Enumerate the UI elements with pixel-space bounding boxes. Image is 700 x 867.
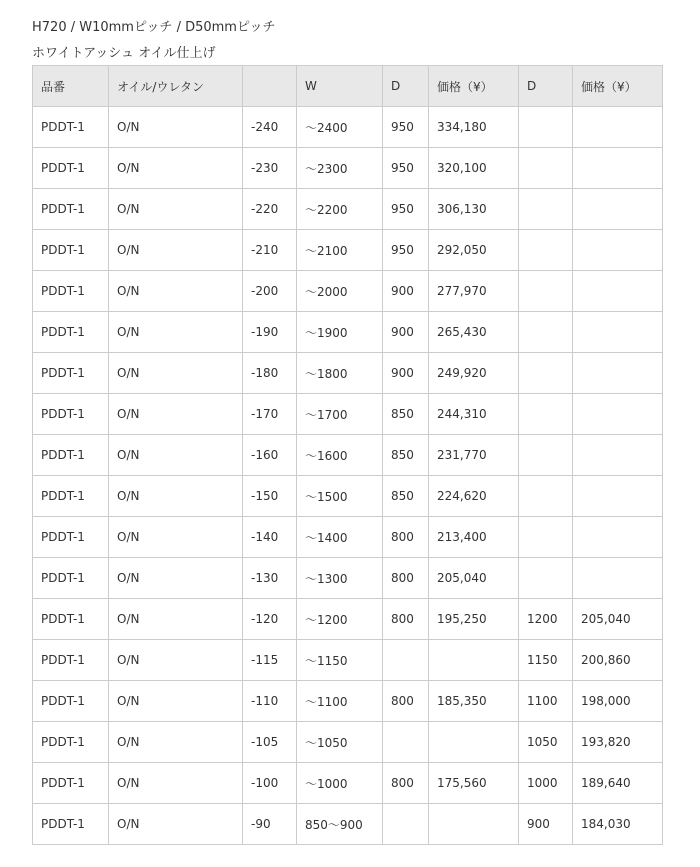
col-size-code-cell: -90: [243, 804, 297, 845]
col-width-header: W: [297, 66, 383, 107]
col-part-number-cell: PDDT-1: [33, 599, 109, 640]
col-width-cell: ～1100: [297, 681, 383, 722]
col-part-number-cell: PDDT-1: [33, 681, 109, 722]
table-body: [33, 107, 663, 845]
col-price-alt-cell: [573, 394, 663, 435]
col-price-alt-cell: 184,030: [573, 804, 663, 845]
col-price-cell: 244,310: [429, 394, 519, 435]
col-depth-alt-cell: [519, 312, 573, 353]
col-depth-cell: 800: [383, 599, 429, 640]
col-price-cell: 185,350: [429, 681, 519, 722]
col-depth-cell: 800: [383, 681, 429, 722]
col-width-cell: ～1000: [297, 763, 383, 804]
table-row: [33, 353, 663, 394]
col-price-cell: 231,770: [429, 435, 519, 476]
table-row: [33, 763, 663, 804]
col-price-cell: 249,920: [429, 353, 519, 394]
col-width-cell: ～2300: [297, 148, 383, 189]
col-depth-alt-cell: [519, 189, 573, 230]
col-part-number-cell: PDDT-1: [33, 148, 109, 189]
col-width-cell: ～2400: [297, 107, 383, 148]
col-size-code-cell: -180: [243, 353, 297, 394]
col-depth-cell: 950: [383, 148, 429, 189]
table-row: [33, 476, 663, 517]
col-size-code-cell: -110: [243, 681, 297, 722]
col-depth-alt-cell: [519, 517, 573, 558]
col-price-alt-cell: [573, 435, 663, 476]
col-price-cell: 224,620: [429, 476, 519, 517]
col-depth-alt-cell: [519, 271, 573, 312]
col-width-cell: ～1500: [297, 476, 383, 517]
col-price-alt-cell: [573, 517, 663, 558]
col-part-number-cell: PDDT-1: [33, 107, 109, 148]
col-size-code-cell: -100: [243, 763, 297, 804]
table-row: [33, 804, 663, 845]
col-price-cell: [429, 640, 519, 681]
table-row: [33, 640, 663, 681]
col-part-number-cell: PDDT-1: [33, 312, 109, 353]
col-part-number-cell: PDDT-1: [33, 353, 109, 394]
col-finish-cell: O/N: [109, 353, 243, 394]
col-depth-cell: 900: [383, 353, 429, 394]
col-size-code-cell: -120: [243, 599, 297, 640]
table-header-row: [33, 66, 663, 107]
col-depth-cell: 850: [383, 476, 429, 517]
col-price-alt-cell: [573, 189, 663, 230]
col-size-code-cell: -240: [243, 107, 297, 148]
table-row: [33, 394, 663, 435]
col-depth-alt-header: D: [519, 66, 573, 107]
col-size-code-header: [243, 66, 297, 107]
finish-heading: ホワイトアッシュ オイル仕上げ: [32, 46, 216, 61]
col-price-header: 価格（¥）: [429, 66, 519, 107]
col-depth-cell: 950: [383, 107, 429, 148]
col-price-cell: 175,560: [429, 763, 519, 804]
price-table: [32, 65, 663, 845]
col-depth-cell: 800: [383, 558, 429, 599]
col-depth-alt-cell: 1050: [519, 722, 573, 763]
col-depth-alt-cell: [519, 353, 573, 394]
spec-heading: H720 / W10mmピッチ / D50mmピッチ: [32, 20, 276, 35]
col-price-cell: 334,180: [429, 107, 519, 148]
table-row: [33, 681, 663, 722]
col-depth-alt-cell: 1150: [519, 640, 573, 681]
table-row: [33, 435, 663, 476]
col-part-number-cell: PDDT-1: [33, 640, 109, 681]
col-finish-cell: O/N: [109, 312, 243, 353]
col-price-cell: 265,430: [429, 312, 519, 353]
col-size-code-cell: -130: [243, 558, 297, 599]
col-price-alt-cell: [573, 476, 663, 517]
col-price-alt-cell: 205,040: [573, 599, 663, 640]
col-price-alt-cell: [573, 107, 663, 148]
col-size-code-cell: -200: [243, 271, 297, 312]
col-depth-alt-cell: [519, 148, 573, 189]
col-price-alt-cell: 198,000: [573, 681, 663, 722]
table-row: [33, 722, 663, 763]
col-finish-cell: O/N: [109, 681, 243, 722]
col-width-cell: ～2200: [297, 189, 383, 230]
col-finish-cell: O/N: [109, 394, 243, 435]
col-finish-cell: O/N: [109, 476, 243, 517]
col-price-cell: 205,040: [429, 558, 519, 599]
col-finish-cell: O/N: [109, 435, 243, 476]
col-depth-alt-cell: 900: [519, 804, 573, 845]
col-part-number-cell: PDDT-1: [33, 558, 109, 599]
col-part-number-cell: PDDT-1: [33, 476, 109, 517]
col-width-cell: ～1900: [297, 312, 383, 353]
col-depth-alt-cell: [519, 435, 573, 476]
col-part-number-cell: PDDT-1: [33, 230, 109, 271]
col-part-number-cell: PDDT-1: [33, 189, 109, 230]
col-depth-cell: 800: [383, 517, 429, 558]
col-depth-cell: [383, 722, 429, 763]
col-depth-cell: 900: [383, 271, 429, 312]
col-depth-alt-cell: [519, 394, 573, 435]
col-depth-cell: 850: [383, 394, 429, 435]
col-width-cell: ～1400: [297, 517, 383, 558]
col-price-alt-cell: 193,820: [573, 722, 663, 763]
col-depth-alt-cell: [519, 230, 573, 271]
col-size-code-cell: -105: [243, 722, 297, 763]
col-width-cell: ～1200: [297, 599, 383, 640]
col-width-cell: ～1150: [297, 640, 383, 681]
col-depth-header: D: [383, 66, 429, 107]
col-part-number-cell: PDDT-1: [33, 435, 109, 476]
table-row: [33, 558, 663, 599]
col-width-cell: ～1600: [297, 435, 383, 476]
col-size-code-cell: -115: [243, 640, 297, 681]
table-row: [33, 148, 663, 189]
col-width-cell: ～2000: [297, 271, 383, 312]
col-depth-alt-cell: 1200: [519, 599, 573, 640]
col-size-code-cell: -140: [243, 517, 297, 558]
table-row: [33, 599, 663, 640]
col-finish-header: オイル/ウレタン: [109, 66, 243, 107]
col-price-alt-cell: [573, 230, 663, 271]
col-price-alt-cell: 200,860: [573, 640, 663, 681]
col-width-cell: ～2100: [297, 230, 383, 271]
col-price-cell: 292,050: [429, 230, 519, 271]
col-depth-cell: 850: [383, 435, 429, 476]
col-price-alt-cell: [573, 312, 663, 353]
col-price-cell: 277,970: [429, 271, 519, 312]
col-depth-alt-cell: 1000: [519, 763, 573, 804]
col-finish-cell: O/N: [109, 271, 243, 312]
col-width-cell: 850～900: [297, 804, 383, 845]
col-depth-alt-cell: 1100: [519, 681, 573, 722]
col-size-code-cell: -190: [243, 312, 297, 353]
col-part-number-header: 品番: [33, 66, 109, 107]
col-part-number-cell: PDDT-1: [33, 722, 109, 763]
col-width-cell: ～1050: [297, 722, 383, 763]
col-price-alt-header: 価格（¥）: [573, 66, 663, 107]
col-size-code-cell: -160: [243, 435, 297, 476]
col-size-code-cell: -170: [243, 394, 297, 435]
col-finish-cell: O/N: [109, 804, 243, 845]
col-price-cell: 320,100: [429, 148, 519, 189]
col-price-cell: [429, 722, 519, 763]
col-finish-cell: O/N: [109, 148, 243, 189]
col-price-alt-cell: [573, 353, 663, 394]
table-row: [33, 189, 663, 230]
col-size-code-cell: -210: [243, 230, 297, 271]
col-finish-cell: O/N: [109, 599, 243, 640]
col-part-number-cell: PDDT-1: [33, 271, 109, 312]
col-finish-cell: O/N: [109, 722, 243, 763]
col-depth-alt-cell: [519, 476, 573, 517]
col-part-number-cell: PDDT-1: [33, 394, 109, 435]
col-price-alt-cell: [573, 148, 663, 189]
table-row: [33, 312, 663, 353]
col-depth-alt-cell: [519, 107, 573, 148]
col-depth-alt-cell: [519, 558, 573, 599]
col-depth-cell: [383, 640, 429, 681]
table-row: [33, 517, 663, 558]
col-width-cell: ～1300: [297, 558, 383, 599]
col-width-cell: ～1800: [297, 353, 383, 394]
col-finish-cell: O/N: [109, 230, 243, 271]
col-part-number-cell: PDDT-1: [33, 804, 109, 845]
col-depth-cell: 950: [383, 230, 429, 271]
col-finish-cell: O/N: [109, 763, 243, 804]
col-depth-cell: 950: [383, 189, 429, 230]
col-finish-cell: O/N: [109, 107, 243, 148]
col-size-code-cell: -230: [243, 148, 297, 189]
col-size-code-cell: -150: [243, 476, 297, 517]
col-depth-cell: 800: [383, 763, 429, 804]
col-price-cell: 306,130: [429, 189, 519, 230]
col-price-cell: 213,400: [429, 517, 519, 558]
col-price-alt-cell: [573, 271, 663, 312]
col-finish-cell: O/N: [109, 517, 243, 558]
col-finish-cell: O/N: [109, 558, 243, 599]
col-part-number-cell: PDDT-1: [33, 763, 109, 804]
col-price-alt-cell: 189,640: [573, 763, 663, 804]
col-depth-cell: [383, 804, 429, 845]
col-finish-cell: O/N: [109, 189, 243, 230]
col-size-code-cell: -220: [243, 189, 297, 230]
table-row: [33, 107, 663, 148]
col-price-alt-cell: [573, 558, 663, 599]
table-row: [33, 271, 663, 312]
col-part-number-cell: PDDT-1: [33, 517, 109, 558]
col-width-cell: ～1700: [297, 394, 383, 435]
col-finish-cell: O/N: [109, 640, 243, 681]
col-price-cell: [429, 804, 519, 845]
col-price-cell: 195,250: [429, 599, 519, 640]
col-depth-cell: 900: [383, 312, 429, 353]
table-row: [33, 230, 663, 271]
